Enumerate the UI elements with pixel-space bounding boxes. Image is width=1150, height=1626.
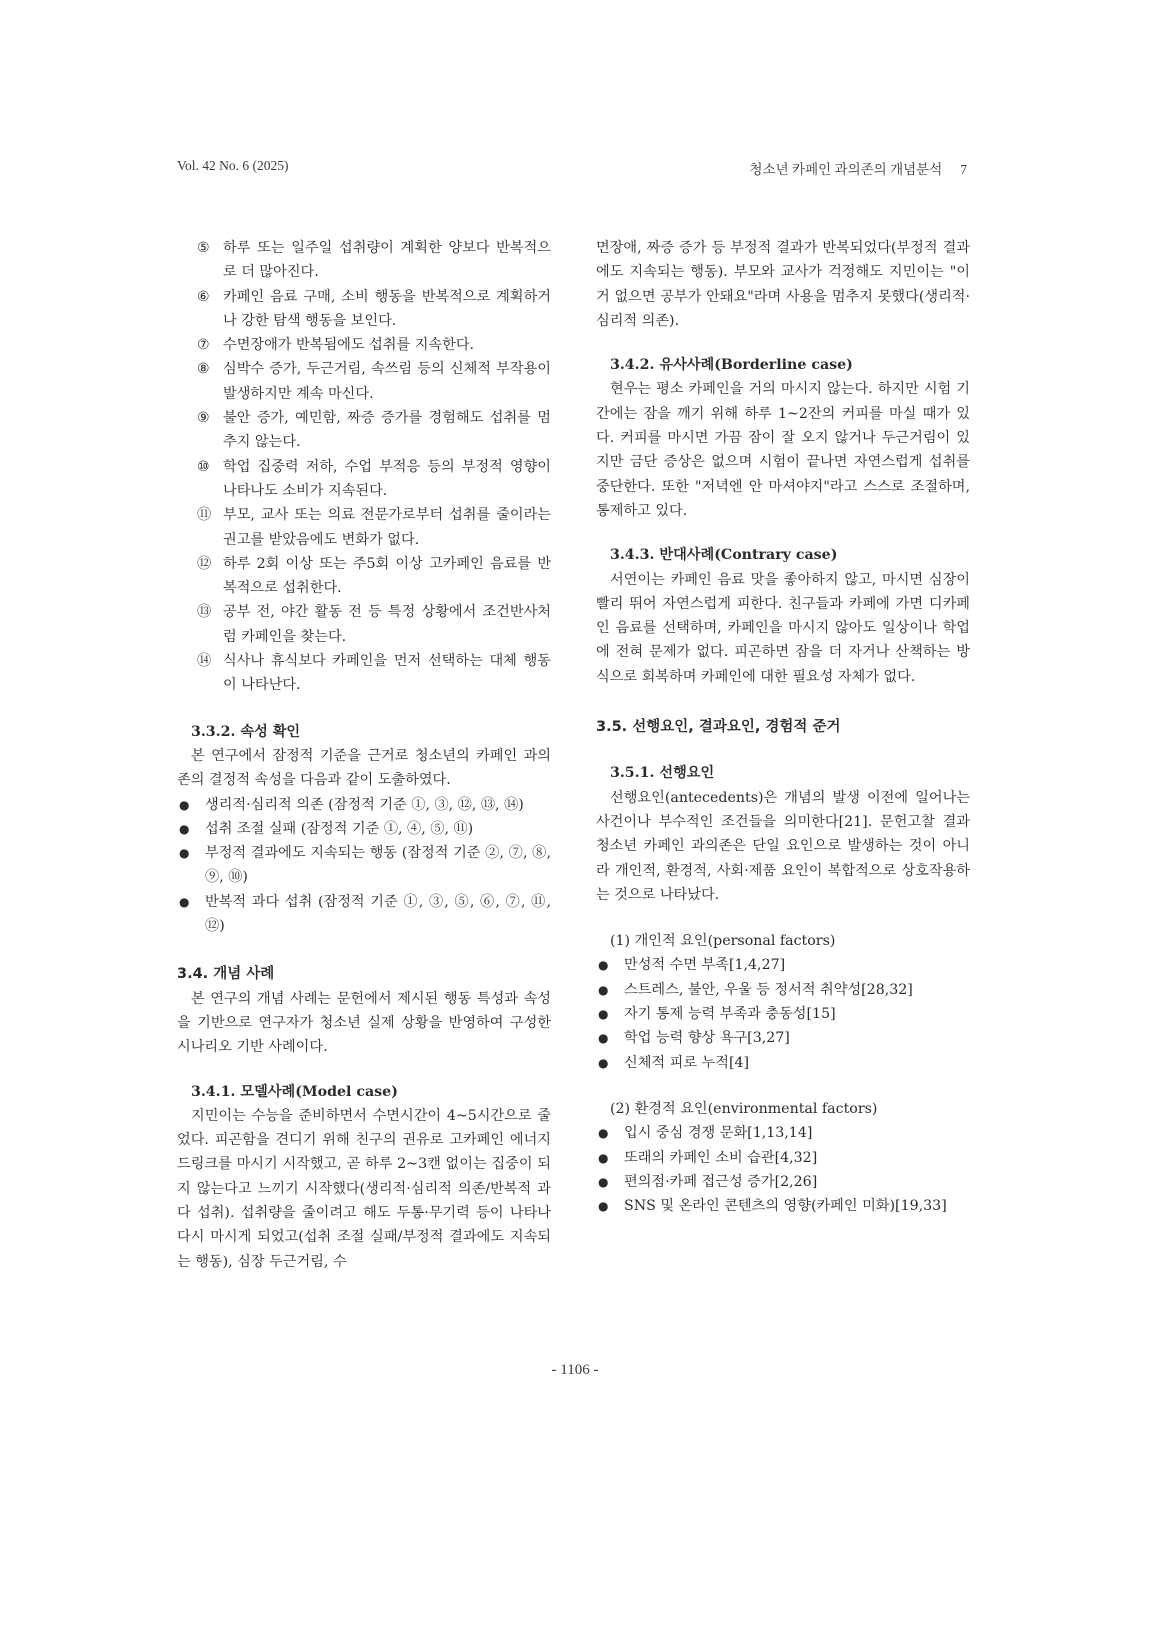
attributes-list: [177, 793, 551, 939]
criterion-number: ⑨: [197, 410, 210, 427]
header-page-number: 7: [960, 162, 967, 177]
personal-factors-list: [596, 953, 970, 1074]
criterion-item: [177, 406, 551, 455]
concept-cases-intro: 본 연구의 개념 사례는 문헌에서 제시된 행동 특성과 속성을 기반으로 연구자가 청소년 실제 상황을 반영하여 구성한 시나리오 기반 사례이다.: [177, 990, 551, 1056]
section-heading-3-4-2: 3.4.2. 유사사례(Borderline case): [610, 357, 853, 374]
criterion-item: [177, 649, 551, 698]
page-number: - 1106 -: [551, 1362, 599, 1378]
criterion-item: [177, 357, 551, 406]
bullet-icon: ●: [598, 1007, 609, 1022]
bullet-icon: ●: [598, 1031, 609, 1046]
contrary-case-body: 서연이는 카페인 음료 맛을 좋아하지 않고, 마시면 심장이 빨리 뛰어 자연스럽게 피한다. 친구들과 카페에 가면 디카페인 음료를 선택하며, 카페인을 마시지 않아도 일상이나 학업에 전혀 문제가 없다. 피곤하면 잠을 더 자거나 산책하는 방식으로 회복하며 카페인에 대한 필요성 자체가 없다.: [596, 571, 970, 685]
criterion-item: [177, 503, 551, 552]
factor-item: ● SNS 및 온라인 콘텐츠의 영향(카페인 미화)[19,33]: [596, 1194, 970, 1218]
criterion-text: 하루 또는 일주일 섭취량이 계획한 양보다 반복적으로 더 많아진다.: [223, 240, 551, 281]
bullet-icon: ●: [598, 1126, 609, 1141]
bullet-icon: ●: [179, 797, 190, 812]
criteria-list: [177, 236, 551, 698]
criterion-number: ⑭: [197, 653, 212, 670]
criterion-number: ⑥: [197, 288, 210, 305]
factor-item: ● 만성적 수면 부족[1,4,27]: [596, 953, 970, 977]
factor-item: ● 자기 통제 능력 부족과 충동성[15]: [596, 1002, 970, 1026]
right-column: [596, 236, 970, 1218]
left-column: [177, 236, 551, 1274]
factor-item: ● 입시 중심 경쟁 문화[1,13,14]: [596, 1121, 970, 1145]
antecedents-body: 선행요인(antecedents)은 개념의 발생 이전에 일어나는 사건이나 부수적인 조건들을 의미한다[21]. 문헌고찰 결과 청소년 카페인 과의존은 단일 요인으로 발생하는 것이 아니라 개인적, 환경적, 사회·제품 요인이 복합적으로 상호작용하는 것으로 나타났다.: [596, 789, 970, 903]
criterion-number: ⑧: [197, 361, 210, 378]
section-heading-3-4-3: 3.4.3. 반대사례(Contrary case): [610, 547, 838, 564]
journal-volume: Vol. 42 No. 6 (2025): [177, 158, 289, 173]
criterion-text: 부모, 교사 또는 의료 전문가로부터 섭취를 줄이라는 권고를 받았음에도 변화가 없다.: [223, 507, 551, 548]
model-case-body: 지민이는 수능을 준비하면서 수면시간이 4~5시간으로 줄었다. 피곤함을 견디기 위해 친구의 권유로 고카페인 에너지 드링크를 마시기 시작했고, 곧 하루 2~3캔 없이는 집중이 되지 않는다고 느끼기 시작했다(생리적·심리적 의존/반복적 과다 섭취). 섭취량을 줄이려고 해도 두통·무기력 등이 나타나 다시 마시게 되었고(섭취 조절 실패/부정적 결과에도 지속되는 행동), 심장 두근거림, 수: [177, 1107, 551, 1270]
criterion-number: ⑪: [197, 507, 212, 524]
article-short-title: 청소년 카페인 과의존의 개념분석: [749, 162, 943, 177]
criterion-item: [177, 236, 551, 285]
bullet-icon: ●: [598, 958, 609, 973]
attribute-item: ● 섭취 조절 실패 (잠정적 기준 ①, ④, ⑤, ⑪): [177, 817, 551, 841]
factor-item: ● 학업 능력 향상 욕구[3,27]: [596, 1026, 970, 1050]
criterion-text: 수면장애가 반복됨에도 섭취를 지속한다.: [223, 337, 475, 354]
factor-item: ● 편의점·카페 접근성 증가[2,26]: [596, 1170, 970, 1194]
criterion-number: ⑤: [197, 240, 210, 256]
criterion-item: [177, 552, 551, 601]
criterion-text: 식사나 휴식보다 카페인을 먼저 선택하는 대체 행동이 나타난다.: [223, 653, 551, 694]
criterion-text: 심박수 증가, 두근거림, 속쓰림 등의 신체적 부작용이 발생하지만 계속 마신다.: [223, 361, 551, 402]
bullet-icon: ●: [598, 1174, 609, 1189]
criterion-text: 하루 2회 이상 또는 주5회 이상 고카페인 음료를 반복적으로 섭취한다.: [223, 555, 551, 597]
bullet-icon: ●: [179, 846, 190, 861]
bullet-icon: ●: [179, 821, 190, 836]
bullet-icon: ●: [598, 1055, 609, 1070]
model-case-body-continued: 면장애, 짜증 증가 등 부정적 결과가 반복되었다(부정적 결과에도 지속되는 행동). 부모와 교사가 걱정해도 지민이는 "이거 없으면 공부가 안돼요"라며 사용을 멈추지 못했다(생리적·심리적 의존).: [596, 240, 970, 329]
criterion-text: 학업 집중력 저하, 수업 부적응 등의 부정적 영향이 나타나도 소비가 지속된다.: [223, 458, 551, 499]
bullet-icon: ●: [598, 1150, 609, 1165]
environmental-factors-list: [596, 1121, 970, 1218]
criterion-text: 공부 전, 야간 활동 전 등 특정 상황에서 조건반사처럼 카페인을 찾는다.: [223, 604, 551, 645]
attribute-item: ● 반복적 과다 섭취 (잠정적 기준 ①, ③, ⑤, ⑥, ⑦, ⑪, ⑫): [177, 890, 551, 939]
criterion-number: ⑩: [197, 458, 210, 475]
criterion-number: ⑫: [197, 555, 212, 572]
running-title: [750, 158, 967, 178]
attribute-item: ● 생리적·심리적 의존 (잠정적 기준 ①, ③, ⑫, ⑬, ⑭): [177, 793, 551, 817]
borderline-case-body: 현우는 평소 카페인을 거의 마시지 않는다. 하지만 시험 기간에는 잠을 깨기 위해 하루 1~2잔의 커피를 마실 때가 있다. 커피를 마시면 가끔 잠이 잘 오지 않거나 두근거림이 있지만 금단 증상은 없으며 시험이 끝나면 자연스럽게 섭취를 중단한다. 또한 "저녁엔 안 마셔야지"라고 스스로 조절하며, 통제하고 있다.: [596, 381, 970, 519]
attribute-item: ● 부정적 결과에도 지속되는 행동 (잠정적 기준 ②, ⑦, ⑧, ⑨, ⑩): [177, 841, 551, 890]
attributes-intro: 본 연구에서 잠정적 기준을 근거로 청소년의 카페인 과의존의 결정적 속성을 다음과 같이 도출하였다.: [177, 747, 551, 789]
factor-item: ● 또래의 카페인 소비 습관[4,32]: [596, 1146, 970, 1170]
factor-item: ● 스트레스, 불안, 우울 등 정서적 취약성[28,32]: [596, 978, 970, 1002]
bullet-icon: ●: [598, 982, 609, 997]
factor-item: ● 신체적 피로 누적[4]: [596, 1051, 970, 1075]
personal-factors-label: (1) 개인적 요인(personal factors): [610, 933, 836, 950]
criterion-item: [177, 600, 551, 649]
environmental-factors-label: (2) 환경적 요인(environmental factors): [610, 1100, 878, 1117]
criterion-number: ⑬: [197, 604, 212, 621]
criterion-item: [177, 455, 551, 504]
section-heading-3-5: 3.5. 선행요인, 결과요인, 경험적 준거: [596, 719, 841, 736]
criterion-number: ⑦: [197, 337, 210, 354]
criterion-text: 불안 증가, 예민함, 짜증 증가를 경험해도 섭취를 멈추지 않는다.: [223, 410, 551, 451]
bullet-icon: ●: [598, 1199, 609, 1214]
section-heading-3-4: 3.4. 개념 사례: [177, 966, 275, 983]
section-heading-3-4-1: 3.4.1. 모델사례(Model case): [191, 1083, 398, 1100]
bullet-icon: ●: [179, 894, 190, 909]
running-head: [177, 158, 967, 178]
section-heading-3-5-1: 3.5.1. 선행요인: [610, 765, 715, 782]
criterion-item: [177, 333, 551, 357]
section-heading-3-3-2: 3.3.2. 속성 확인: [191, 723, 301, 740]
criterion-item: [177, 285, 551, 334]
criterion-text: 카페인 음료 구매, 소비 행동을 반복적으로 계획하거나 강한 탐색 행동을 보인다.: [223, 288, 551, 329]
